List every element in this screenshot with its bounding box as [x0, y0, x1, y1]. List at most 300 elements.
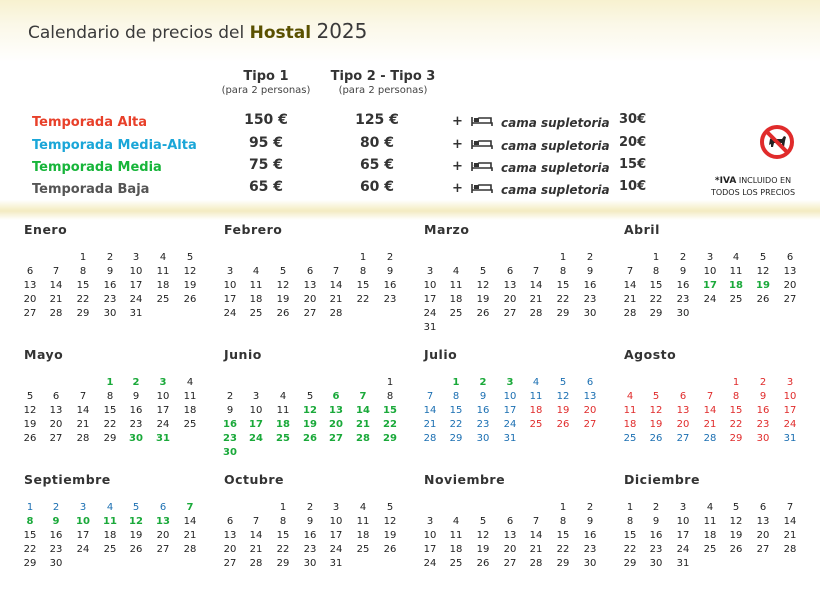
calendar-day: 14 — [423, 405, 437, 416]
calendar-day: 29 — [623, 558, 637, 569]
calendar-day: 7 — [706, 391, 714, 402]
calendar-day: 2 — [106, 252, 114, 263]
calendar-day: 20 — [503, 294, 517, 305]
calendar-day: 28 — [76, 433, 90, 444]
calendar-day: 6 — [306, 266, 314, 277]
calendar-day: 20 — [783, 280, 797, 291]
calendar-day: 23 — [49, 544, 63, 555]
calendar-day: 17 — [676, 530, 690, 541]
calendar-day: 12 — [556, 391, 570, 402]
calendar-day: 17 — [76, 530, 90, 541]
calendar-day: 13 — [23, 280, 37, 291]
season-name: Temporada Media — [32, 160, 162, 175]
calendar-day: 1 — [26, 502, 34, 513]
calendar-day: 14 — [329, 280, 343, 291]
calendar-day: 25 — [529, 419, 543, 430]
calendar-day: 20 — [329, 419, 343, 430]
calendar-day: 17 — [423, 294, 437, 305]
calendar-day: 11 — [729, 266, 743, 277]
calendar-day: 16 — [383, 280, 397, 291]
calendar-day: 10 — [223, 280, 237, 291]
calendar-day: 25 — [249, 308, 263, 319]
calendar-day: 20 — [23, 294, 37, 305]
calendar-day: 30 — [583, 558, 597, 569]
calendar-day: 28 — [529, 308, 543, 319]
calendar-day: 21 — [329, 294, 343, 305]
calendar-day: 19 — [476, 294, 490, 305]
calendar-day: 18 — [449, 544, 463, 555]
calendar-day: 8 — [652, 266, 660, 277]
calendar-day: 16 — [303, 530, 317, 541]
calendar-day: 5 — [559, 377, 567, 388]
calendar-day: 29 — [76, 308, 90, 319]
calendar-day: 10 — [423, 530, 437, 541]
calendar-day: 30 — [129, 433, 143, 444]
calendar-day: 11 — [249, 280, 263, 291]
calendar-day: 27 — [783, 294, 797, 305]
calendar-day: 26 — [276, 308, 290, 319]
calendar-day: 4 — [452, 516, 460, 527]
calendar-day: 7 — [532, 516, 540, 527]
calendar-day: 4 — [532, 377, 540, 388]
calendar-day: 21 — [76, 419, 90, 430]
calendar-day: 23 — [583, 544, 597, 555]
calendar-day: 24 — [249, 433, 263, 444]
price-tipo23: 60 € — [359, 179, 395, 195]
calendar-day: 16 — [583, 530, 597, 541]
calendar-day: 21 — [529, 544, 543, 555]
calendar-day: 4 — [252, 266, 260, 277]
calendar-day: 29 — [383, 433, 397, 444]
tipo1-sublabel: (para 2 personas) — [221, 85, 311, 96]
calendar-day: 14 — [623, 280, 637, 291]
month-name: Marzo — [424, 222, 470, 237]
calendar-day: 7 — [79, 391, 87, 402]
calendar-day: 27 — [676, 433, 690, 444]
calendar-day: 19 — [129, 530, 143, 541]
calendar-day: 15 — [649, 280, 663, 291]
calendar-day: 1 — [452, 377, 460, 388]
calendar-day: 12 — [476, 530, 490, 541]
calendar-day: 9 — [679, 266, 687, 277]
calendar-day: 12 — [129, 516, 143, 527]
calendar-day: 11 — [276, 405, 290, 416]
calendar-day: 2 — [679, 252, 687, 263]
calendar-day: 26 — [303, 433, 317, 444]
calendar-day: 11 — [103, 516, 117, 527]
calendar-day: 17 — [129, 280, 143, 291]
calendar-day: 8 — [386, 391, 394, 402]
calendar-day: 8 — [559, 516, 567, 527]
calendar-day: 15 — [383, 405, 397, 416]
calendar-day: 26 — [23, 433, 37, 444]
calendar-day: 14 — [76, 405, 90, 416]
calendar-day: 2 — [759, 377, 767, 388]
calendar-day: 1 — [559, 252, 567, 263]
calendar-day: 19 — [383, 530, 397, 541]
extra-bed-label: cama supletoria — [501, 161, 610, 175]
calendar-day: 26 — [729, 544, 743, 555]
title-year: 2025 — [316, 19, 368, 43]
extra-bed-price: 15€ — [619, 157, 647, 172]
calendar-day: 4 — [106, 502, 114, 513]
calendar-day: 18 — [449, 294, 463, 305]
calendar-day: 12 — [23, 405, 37, 416]
calendar-day: 1 — [626, 502, 634, 513]
calendar-day: 30 — [49, 558, 63, 569]
calendar-day: 15 — [276, 530, 290, 541]
calendar-day: 28 — [329, 308, 343, 319]
calendar-day: 28 — [183, 544, 197, 555]
calendar-day: 14 — [783, 516, 797, 527]
calendar-day: 3 — [79, 502, 87, 513]
calendar-day: 4 — [626, 391, 634, 402]
calendar-day: 23 — [676, 294, 690, 305]
iva-note — [700, 175, 806, 198]
calendar-day: 23 — [476, 419, 490, 430]
calendar-day: 18 — [623, 419, 637, 430]
calendar-day: 10 — [783, 391, 797, 402]
calendar-day: 26 — [556, 419, 570, 430]
calendar-day: 8 — [106, 391, 114, 402]
calendar-day: 13 — [756, 516, 770, 527]
calendar-day: 3 — [132, 252, 140, 263]
calendar-day: 24 — [223, 308, 237, 319]
price-tipo1: 65 € — [248, 179, 284, 195]
calendar-day: 22 — [649, 294, 663, 305]
calendar-day: 30 — [476, 433, 490, 444]
calendar-day: 17 — [249, 419, 263, 430]
calendar-day: 9 — [306, 516, 314, 527]
calendar-day: 1 — [106, 377, 114, 388]
month-name: Febrero — [224, 222, 283, 237]
calendar-day: 19 — [476, 544, 490, 555]
extra-bed-price: 30€ — [619, 112, 647, 127]
calendar-day: 6 — [506, 266, 514, 277]
calendar-day: 8 — [732, 391, 740, 402]
calendar-day: 7 — [186, 502, 194, 513]
calendar-day: 23 — [103, 294, 117, 305]
calendar-day: 10 — [76, 516, 90, 527]
calendar-day: 10 — [249, 405, 263, 416]
calendar-day: 23 — [583, 294, 597, 305]
calendar-day: 9 — [106, 266, 114, 277]
calendar-day: 13 — [583, 391, 597, 402]
calendar-day: 26 — [183, 294, 197, 305]
month-name: Agosto — [624, 347, 677, 362]
title-text: Calendario de precios del — [28, 23, 245, 43]
calendar-day: 15 — [449, 405, 463, 416]
extra-bed-label: cama supletoria — [501, 139, 610, 153]
calendar-day: 24 — [129, 294, 143, 305]
calendar-day: 5 — [732, 502, 740, 513]
calendar-day: 25 — [449, 308, 463, 319]
calendar-day: 29 — [449, 433, 463, 444]
month-name: Junio — [224, 347, 262, 362]
calendar-day: 13 — [503, 280, 517, 291]
calendar-day: 24 — [676, 544, 690, 555]
bed-icon — [471, 160, 493, 172]
calendar-day: 31 — [156, 433, 170, 444]
calendar-day: 2 — [52, 502, 60, 513]
calendar-day: 21 — [783, 530, 797, 541]
price-tipo1: 95 € — [248, 135, 284, 151]
calendar-day: 26 — [476, 308, 490, 319]
calendar-day: 25 — [276, 433, 290, 444]
calendar-day: 26 — [383, 544, 397, 555]
calendar-day: 5 — [386, 502, 394, 513]
calendar-day: 11 — [156, 266, 170, 277]
calendar-day: 26 — [129, 544, 143, 555]
calendar-day: 25 — [623, 433, 637, 444]
calendar-day: 3 — [786, 377, 794, 388]
calendar-day: 14 — [356, 405, 370, 416]
calendar-day: 19 — [276, 294, 290, 305]
calendar-day: 2 — [306, 502, 314, 513]
calendar-day: 10 — [329, 516, 343, 527]
month-name: Octubre — [224, 472, 285, 487]
extra-bed-price: 10€ — [619, 179, 647, 194]
calendar-day: 18 — [356, 530, 370, 541]
calendar-day: 30 — [756, 433, 770, 444]
calendar-day: 2 — [226, 391, 234, 402]
calendar-day: 4 — [359, 502, 367, 513]
calendar-day: 21 — [356, 419, 370, 430]
calendar-day: 9 — [479, 391, 487, 402]
calendar-day: 11 — [529, 391, 543, 402]
calendar-day: 22 — [449, 419, 463, 430]
calendar-day: 20 — [583, 405, 597, 416]
calendar-day: 5 — [759, 252, 767, 263]
calendar-day: 31 — [329, 558, 343, 569]
calendar-day: 15 — [103, 405, 117, 416]
calendar-day: 6 — [159, 502, 167, 513]
bed-icon — [471, 138, 493, 150]
calendar-day: 26 — [756, 294, 770, 305]
calendar-day: 30 — [649, 558, 663, 569]
calendar-day: 21 — [49, 294, 63, 305]
calendar-day: 28 — [703, 433, 717, 444]
calendar-day: 27 — [503, 308, 517, 319]
calendar-day: 9 — [386, 266, 394, 277]
calendar-day: 12 — [649, 405, 663, 416]
calendar-day: 16 — [676, 280, 690, 291]
calendar-day: 7 — [786, 502, 794, 513]
calendar-day: 17 — [329, 530, 343, 541]
calendar-day: 6 — [26, 266, 34, 277]
calendar-day: 22 — [356, 294, 370, 305]
bed-icon — [471, 115, 493, 127]
calendar-day: 3 — [426, 516, 434, 527]
iva-label: *IVA — [714, 176, 737, 186]
calendar-day: 2 — [132, 377, 140, 388]
calendar-day: 5 — [306, 391, 314, 402]
calendar-day: 15 — [556, 530, 570, 541]
calendar-day: 8 — [79, 266, 87, 277]
calendar-day: 23 — [383, 294, 397, 305]
calendar-day: 25 — [103, 544, 117, 555]
calendar-day: 27 — [23, 308, 37, 319]
calendar-day: 31 — [129, 308, 143, 319]
price-tipo23: 80 € — [359, 135, 395, 151]
extra-bed-label: cama supletoria — [501, 116, 610, 130]
calendar-day: 7 — [532, 266, 540, 277]
calendar-day: 28 — [356, 433, 370, 444]
calendar-day: 7 — [252, 516, 260, 527]
calendar-day: 12 — [183, 266, 197, 277]
calendar-day: 14 — [529, 280, 543, 291]
calendar-day: 30 — [303, 558, 317, 569]
calendar-day: 28 — [249, 558, 263, 569]
calendar-day: 31 — [503, 433, 517, 444]
season-name: Temporada Alta — [32, 115, 148, 130]
calendar-day: 16 — [49, 530, 63, 541]
calendar-day: 11 — [623, 405, 637, 416]
calendar-day: 17 — [423, 544, 437, 555]
calendar-day: 28 — [783, 544, 797, 555]
calendar-day: 17 — [703, 280, 717, 291]
month-name: Septiembre — [24, 472, 111, 487]
calendar-day: 15 — [23, 530, 37, 541]
calendar-day: 18 — [103, 530, 117, 541]
calendar-day: 15 — [556, 280, 570, 291]
calendar-day: 3 — [332, 502, 340, 513]
calendar-day: 6 — [759, 502, 767, 513]
calendar-day: 22 — [76, 294, 90, 305]
calendar-day: 29 — [649, 308, 663, 319]
calendar-day: 18 — [703, 530, 717, 541]
calendar-day: 4 — [706, 502, 714, 513]
calendar-day: 20 — [503, 544, 517, 555]
calendar-day: 24 — [423, 558, 437, 569]
calendar-day: 27 — [156, 544, 170, 555]
page-title — [28, 19, 367, 43]
calendar-day: 24 — [783, 419, 797, 430]
calendar-day: 15 — [356, 280, 370, 291]
month-name: Diciembre — [624, 472, 700, 487]
extra-bed-price: 20€ — [619, 135, 647, 150]
month-name: Noviembre — [424, 472, 506, 487]
calendar-day: 4 — [452, 266, 460, 277]
calendar-day: 12 — [476, 280, 490, 291]
calendar-day: 17 — [783, 405, 797, 416]
calendar-day: 12 — [383, 516, 397, 527]
calendar-day: 30 — [223, 447, 237, 458]
calendar-day: 13 — [156, 516, 170, 527]
calendar-day: 6 — [506, 516, 514, 527]
calendar-day: 15 — [76, 280, 90, 291]
calendar-day: 23 — [223, 433, 237, 444]
calendar-day: 2 — [586, 252, 594, 263]
calendar-day: 16 — [649, 530, 663, 541]
price-tipo1: 150 € — [244, 112, 288, 128]
calendar-day: 16 — [476, 405, 490, 416]
calendar-day: 29 — [103, 433, 117, 444]
calendar-day: 22 — [103, 419, 117, 430]
calendar-day: 10 — [423, 280, 437, 291]
divider-band — [0, 200, 820, 220]
calendar-day: 14 — [49, 280, 63, 291]
calendar-day: 18 — [156, 280, 170, 291]
calendar-day: 20 — [676, 419, 690, 430]
calendar-day: 16 — [129, 405, 143, 416]
calendar-day: 24 — [503, 419, 517, 430]
calendar-day: 29 — [276, 558, 290, 569]
bed-icon — [471, 182, 493, 194]
calendar-day: 7 — [426, 391, 434, 402]
calendar-day: 8 — [626, 516, 634, 527]
calendar-day: 16 — [756, 405, 770, 416]
calendar-day: 19 — [556, 405, 570, 416]
calendar-day: 17 — [156, 405, 170, 416]
calendar-day: 20 — [49, 419, 63, 430]
calendar-day: 6 — [226, 516, 234, 527]
calendar-day: 21 — [529, 294, 543, 305]
calendar-day: 9 — [759, 391, 767, 402]
calendar-day: 19 — [729, 530, 743, 541]
calendar-day: 24 — [156, 419, 170, 430]
calendar-day: 8 — [26, 516, 34, 527]
calendar-day: 9 — [132, 391, 140, 402]
calendar-day: 9 — [586, 266, 594, 277]
calendar-day: 1 — [559, 502, 567, 513]
calendar-day: 27 — [329, 433, 343, 444]
calendar-day: 21 — [423, 419, 437, 430]
calendar-day: 3 — [159, 377, 167, 388]
calendar-day: 23 — [649, 544, 663, 555]
plus-sign: + — [452, 114, 463, 129]
calendar-day: 25 — [449, 558, 463, 569]
calendar-day: 9 — [52, 516, 60, 527]
calendar-day: 19 — [303, 419, 317, 430]
calendar-day: 9 — [652, 516, 660, 527]
calendar-day: 5 — [479, 266, 487, 277]
calendar-day: 31 — [676, 558, 690, 569]
calendar-day: 4 — [732, 252, 740, 263]
calendar-day: 10 — [503, 391, 517, 402]
calendar-day: 23 — [129, 419, 143, 430]
calendar-day: 7 — [332, 266, 340, 277]
calendar-day: 20 — [156, 530, 170, 541]
calendar-day: 19 — [756, 280, 770, 291]
calendar-day: 3 — [426, 266, 434, 277]
calendar-day: 6 — [52, 391, 60, 402]
calendar-day: 24 — [423, 308, 437, 319]
calendar-day: 11 — [183, 391, 197, 402]
calendar-day: 16 — [223, 419, 237, 430]
calendar-day: 31 — [423, 322, 437, 333]
calendar-day: 24 — [76, 544, 90, 555]
extra-bed-label: cama supletoria — [501, 183, 610, 197]
calendar-day: 1 — [279, 502, 287, 513]
calendar-day: 27 — [756, 544, 770, 555]
no-pets-icon — [759, 124, 795, 160]
calendar-day: 26 — [476, 558, 490, 569]
calendar-day: 10 — [676, 516, 690, 527]
calendar-day: 25 — [729, 294, 743, 305]
month-name: Mayo — [24, 347, 64, 362]
plus-sign: + — [452, 137, 463, 152]
calendar-day: 23 — [756, 419, 770, 430]
calendar-day: 11 — [449, 530, 463, 541]
calendar-day: 28 — [623, 308, 637, 319]
calendar-day: 21 — [249, 544, 263, 555]
plus-sign: + — [452, 181, 463, 196]
calendar-day: 21 — [183, 530, 197, 541]
calendar-day: 24 — [329, 544, 343, 555]
calendar-day: 18 — [729, 280, 743, 291]
calendar-day: 5 — [26, 391, 34, 402]
